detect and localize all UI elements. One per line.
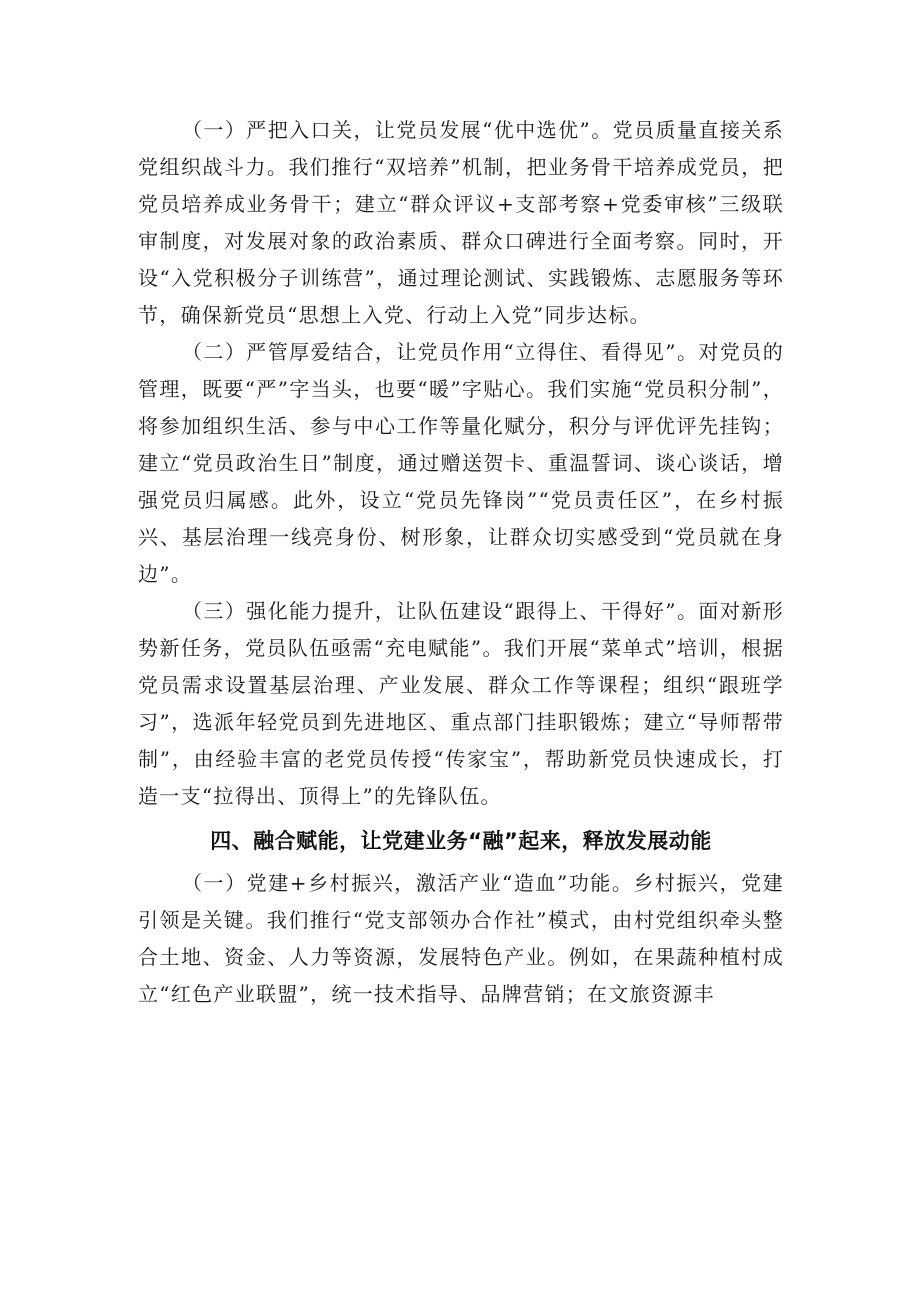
paragraph-rural-revitalization: （一）党建+乡村振兴，激活产业“造血”功能。乡村振兴，党建引领是关键。我们推行“党支部领办合作社”模式，由村党组织牵头整合土地、资金、人力等资源，发展特色产业。例如，在果蔬种植村成立“红色产业联盟”，统一技术指导、品牌营销；在文旅资源丰 [138, 871, 785, 1006]
paragraph-strict-entry: （一）严把入口关，让党员发展“优中选优”。党员质量直接关系党组织战斗力。我们推行“双培养”机制，把业务骨干培养成党员，把党员培养成业务骨干；建立“群众评议+支部考察+党委审核”三级联审制度，对发展对象的政治素质、群众口碑进行全面考察。同时，开设“入党积极分子训练营”，通过理论测试、实践锻炼、志愿服务等环节，确保新党员“思想上入党、行动上入党”同步达标。 [138, 118, 784, 327]
paragraph-strict-management: （二）严管厚爱结合，让党员作用“立得住、看得见”。对党员的管理，既要“严”字当头，也要“暖”字贴心。我们实施“党员积分制”，将参加组织生活、参与中心工作等量化赋分，积分与评优评先挂钩；建立“党员政治生日”制度，通过赠送贺卡、重温誓词、谈心谈话，增强党员归属感。此外，设立“党员先锋岗”“党员责任区”，在乡村振兴、基层治理一线亮身份、树形象，让群众切实感受到“党员就在身边”。 [138, 340, 784, 586]
paragraph-capability-building: （三）强化能力提升，让队伍建设“跟得上、干得好”。面对新形势新任务，党员队伍亟需“充电赋能”。我们开展“菜单式”培训，根据党员需求设置基层治理、产业发展、群众工作等课程；组织“跟班学习”，选派年轻党员到先进地区、重点部门挂职锻炼；建立“导师帮带制”，由经验丰富的老党员传授“传家宝”，帮助新党员快速成长，打造一支“拉得出、顶得上”的先锋队伍。 [138, 599, 784, 808]
section-heading: 四、融合赋能，让党建业务“融”起来，释放发展动能 [210, 829, 712, 853]
document-body [138, 112, 784, 1013]
